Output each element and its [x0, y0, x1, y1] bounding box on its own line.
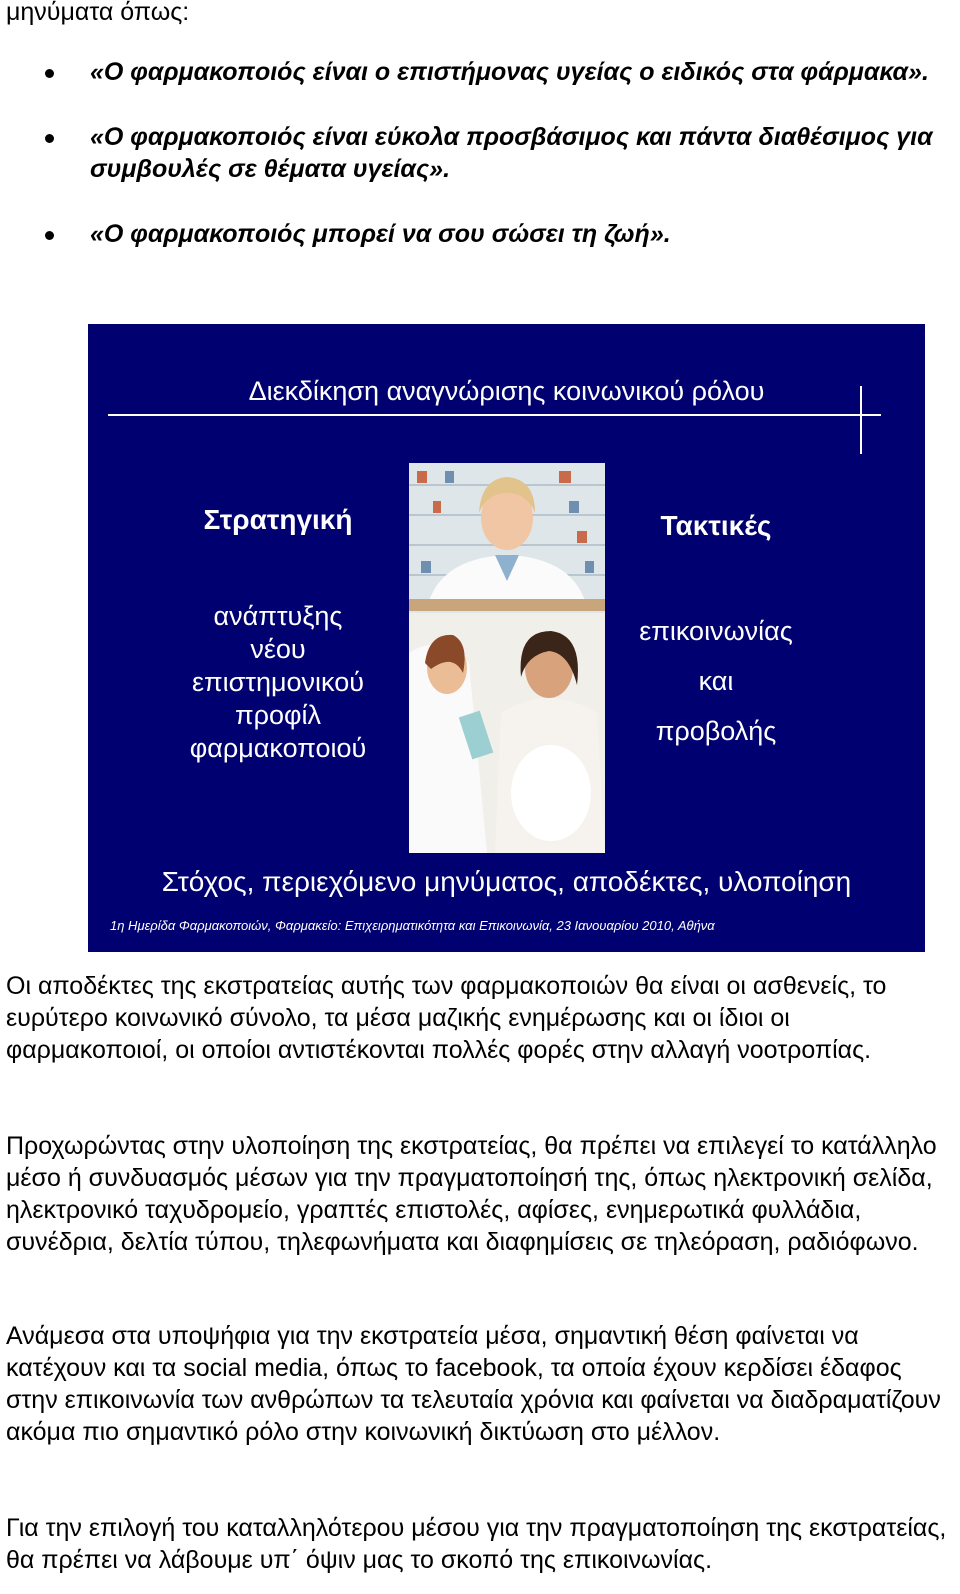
pharmacist-photo — [409, 463, 605, 853]
list-item-text: «Ο φαρμακοποιός είναι εύκολα προσβάσιμος και πάντα διαθέσιμος για συμβουλές σε θέματα υγείας». — [90, 123, 933, 183]
tactics-line: προβολής — [655, 716, 777, 746]
paragraph-recipients: Οι αποδέκτες της εκστρατείας αυτής των φαρμακοποιών θα είναι οι ασθενείς, το ευρύτερο κοινωνικό σύνολο, τα μέσα μαζικής ενημέρωσης και οι ίδιοι οι φαρμακοποιοί, οι οποίοι αντιστέκονται πολλές φορές στην αλλαγή νοοτροπίας. — [6, 972, 887, 1064]
title-divider-horizontal — [108, 414, 881, 416]
intro-text: μηνύματα όπως: — [6, 0, 190, 26]
strategy-line: προφίλ — [234, 700, 321, 730]
list-item-text: «Ο φαρμακοποιός είναι ο επιστήμονας υγείας ο ειδικός στα φάρμακα». — [90, 58, 929, 86]
title-divider-vertical — [860, 386, 862, 454]
list-item — [0, 56, 940, 88]
bullet-icon — [45, 231, 54, 240]
pharmacist-illustration — [409, 463, 605, 853]
bullet-icon — [45, 134, 54, 143]
presentation-slide — [88, 324, 925, 952]
tactics-line: και — [698, 666, 734, 696]
strategy-line: ανάπτυξης — [213, 601, 343, 631]
strategy-line: φαρμακοποιού — [189, 733, 367, 763]
tactics-line: επικοινωνίας — [639, 616, 793, 646]
paragraph-implementation: Προχωρώντας στην υλοποίηση της εκστρατείας, θα πρέπει να επιλεγεί το κατάλληλο μέσο ή συνδυασμός μέσων για την πραγματοποίησή της, όπως ηλεκτρονική σελίδα, ηλεκτρονικό ταχυδρομείο, γραπτές επιστολές, αφίσες, ενημερωτικά φυλλάδια, συνέδρια, δελτία τύπου, τηλεφωνήματα και διαφημίσεις σε τηλεόραση, ραδιόφωνο. — [6, 1132, 937, 1256]
paragraph-social-media: Ανάμεσα στα υποψήφια για την εκστρατεία μέσα, σημαντική θέση φαίνεται να κατέχουν και τα social media, όπως το facebook, τα οποία έχουν κερδίσει έδαφος στην επικοινωνία των ανθρώπων τα τελευταία χρόνια και φαίνεται να διαδραματίζουν ακόμα πιο σημαντικό ρόλο στην κοινωνική δικτύωση στο μέλλον. — [6, 1322, 941, 1446]
list-item-text: «Ο φαρμακοποιός μπορεί να σου σώσει τη ζωή». — [90, 220, 671, 248]
tactics-heading: Τακτικές — [660, 510, 772, 541]
bullet-icon — [45, 69, 54, 78]
paragraph-medium-choice: Για την επιλογή του καταλληλότερου μέσου για την πραγματοποίηση της εκστρατείας, θα πρέπει να λάβουμε υπ΄ όψιν μας το σκοπό της επικοινωνίας. — [6, 1514, 947, 1574]
slide-goal-text: Στόχος, περιεχόμενο μηνύματος, αποδέκτες, υλοποίηση — [161, 866, 852, 897]
slide-title: Διεκδίκηση αναγνώρισης κοινωνικού ρόλου — [248, 376, 765, 406]
strategy-line: επιστημονικού — [191, 667, 365, 697]
tactics-text — [616, 606, 816, 756]
list-item — [0, 121, 940, 185]
strategy-line: νέου — [250, 634, 306, 664]
slide-footer: 1η Ημερίδα Φαρμακοποιών, Φαρμακείο: Επιχειρηματικότητα και Επικοινωνία, 23 Ιανουαρίου 2010, Αθήνα — [110, 918, 715, 933]
message-list — [0, 56, 940, 283]
strategy-text — [158, 600, 398, 765]
strategy-heading: Στρατηγική — [203, 504, 353, 535]
list-item — [0, 218, 940, 250]
